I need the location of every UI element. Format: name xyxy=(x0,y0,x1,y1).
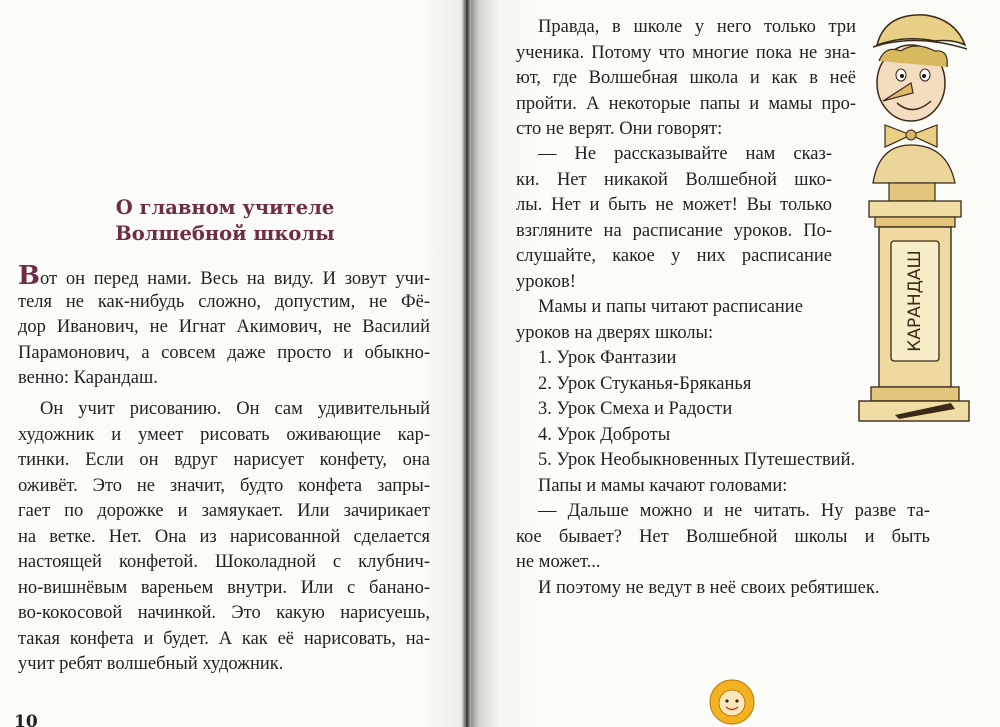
left-page xyxy=(0,0,468,727)
text-line: Вот он перед нами. Весь на виду. И зовут учи- xyxy=(18,261,430,291)
text-line: гает по дорожке и замяукает. Или зачирикает xyxy=(18,501,430,521)
text-line: оживёт. Это не значит, будто конфета запры- xyxy=(18,475,430,496)
text-line: ют, где Волшебная школа и как в неё xyxy=(516,68,856,88)
right-text-block-4 xyxy=(516,499,930,601)
text-line: — Дальше можно и не читать. Ну разве та- xyxy=(538,501,930,521)
statue-plaque-text: КАРАНДАШ xyxy=(905,250,925,352)
text-line: сто не верят. Они говорят: xyxy=(516,119,723,139)
right-text-block-2 xyxy=(516,142,832,295)
schedule-item: 5. Урок Необыкновенных Путешествий. xyxy=(538,450,856,470)
text-line: ученика. Потому что многие пока не зна- xyxy=(516,42,856,63)
text-line: настоящей конфетой. Шоколадной с клубнич- xyxy=(18,552,430,572)
text-line: во-кокосовой начинкой. Это какую нарисуешь, xyxy=(18,603,430,623)
chapter-title xyxy=(100,195,350,247)
paragraph-1 xyxy=(18,261,430,392)
schedule-item: 1. Урок Фантазии xyxy=(538,348,677,368)
text-line: не может... xyxy=(516,552,601,572)
text-line: пройти. А некоторые папы и мамы про- xyxy=(516,93,856,114)
pencil-statue-illustration xyxy=(855,5,973,435)
text-line: теля не как-нибудь сложно, допустим, не Фё- xyxy=(18,291,430,312)
text-line: такая конфета и будет. А как её нарисовать, на- xyxy=(18,628,430,649)
text-line: Папы и мамы качают головами: xyxy=(538,475,788,496)
text-line: венно: Карандаш. xyxy=(18,368,158,388)
title-line-1: О главном учителе xyxy=(115,196,335,219)
text-line: Парамонович, а совсем даже просто и обыкно- xyxy=(18,342,430,363)
text-line: уроков на дверях школы: xyxy=(516,322,714,343)
drop-cap: В xyxy=(18,261,40,291)
text-line: кое бывает? Нет Волшебной школы и быть xyxy=(516,526,930,547)
text-line: Правда, в школе у него только три xyxy=(538,17,856,37)
text-line: Мамы и папы читают расписание xyxy=(538,297,803,317)
text-line: на ветке. Нет. Она из нарисованной сделается xyxy=(18,526,430,547)
right-text-block-3 xyxy=(516,295,856,499)
schedule-item: 4. Урок Доброты xyxy=(538,424,671,445)
text-line: уроков! xyxy=(516,271,576,292)
page-number: 10 xyxy=(14,712,38,727)
text-line: учит ребят волшебный художник. xyxy=(18,654,284,674)
schedule-item: 3. Урок Смеха и Радости xyxy=(538,399,733,419)
paragraph-2 xyxy=(18,397,430,678)
text-line: слушайте, какое у них расписание xyxy=(516,246,832,266)
text-line: но-вишнёвым вареньем внутри. Или с бананo- xyxy=(18,577,430,598)
text-line: — Не рассказывайте нам сказ- xyxy=(538,144,832,164)
schedule-item: 2. Урок Стуканья-Бряканья xyxy=(538,373,752,394)
title-line-2: Волшебной школы xyxy=(115,222,335,245)
text-line: ки. Нет никакой Волшебной шко- xyxy=(516,169,832,190)
sun-ornament-icon xyxy=(705,677,760,727)
right-text-block-1 xyxy=(516,15,856,143)
text-line: Он учит рисованию. Он сам удивительный xyxy=(40,399,430,419)
text-line: дор Иванович, не Игнат Акимович, не Василий xyxy=(18,317,430,337)
book-spine xyxy=(462,0,471,727)
text-line: тинки. Если он вдруг нарисует конфету, она xyxy=(18,450,430,470)
text-line: лы. Нет и быть не может! Вы только xyxy=(516,195,832,215)
text-line: художник и умеет рисовать оживающие кар- xyxy=(18,424,430,445)
text-line: И поэтому не ведут в неё своих ребятишек. xyxy=(538,577,880,598)
text-line: взгляните на расписание уроков. По- xyxy=(516,220,832,241)
